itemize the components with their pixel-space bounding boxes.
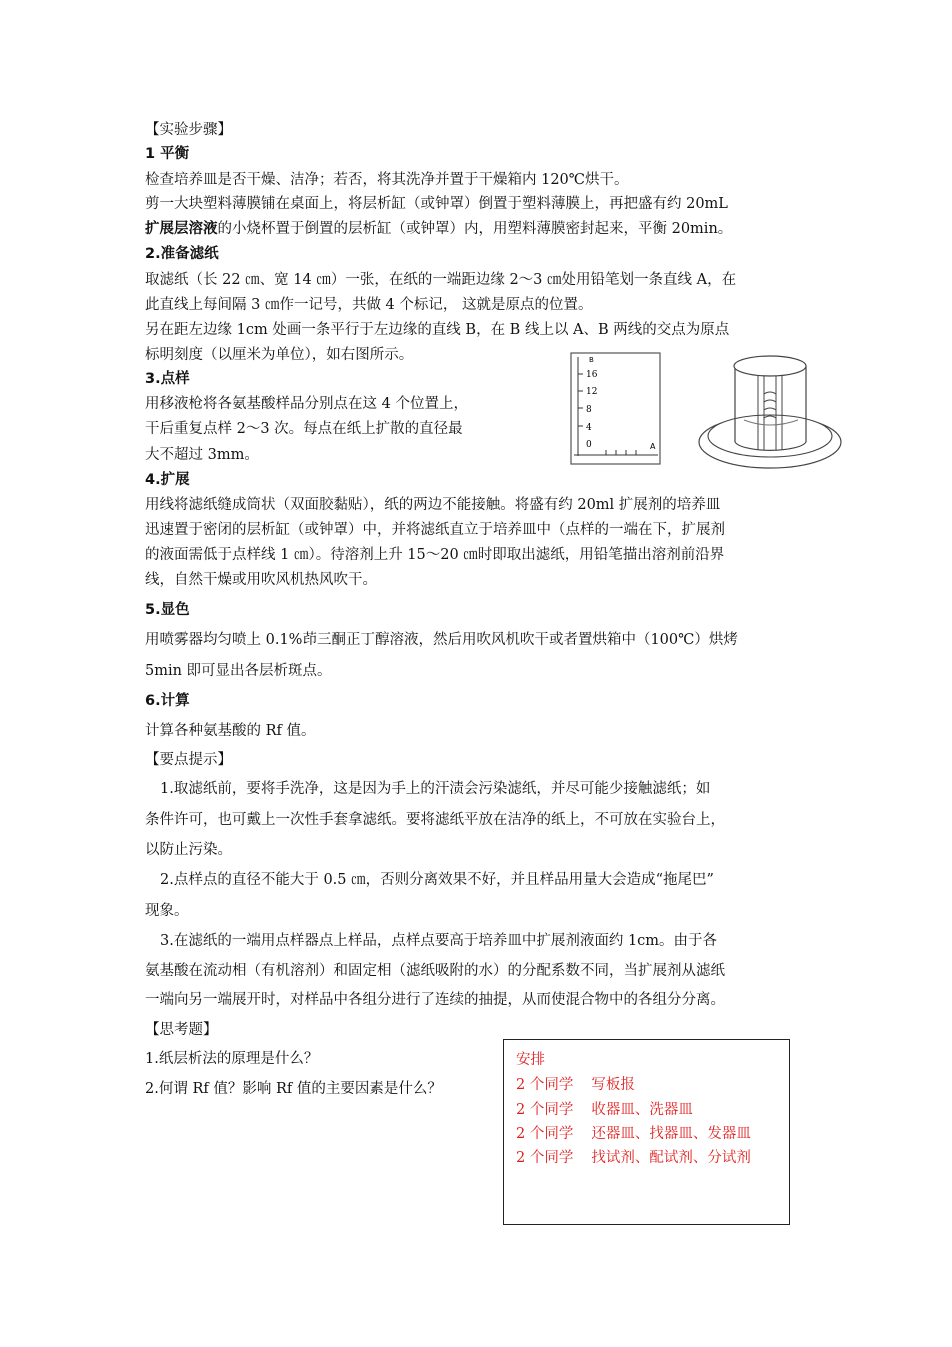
step4-line4: 线，自然干燥或用吹风机热风吹干。: [145, 572, 377, 588]
arrangement-task: 收器皿、洗器皿: [591, 1102, 693, 1118]
step3-line3: 大不超过 3mm。: [145, 447, 259, 463]
step2-line2: 此直线上每间隔 3 ㎝作一记号，共做 4 个标记， 这就是原点的位置。: [145, 297, 593, 313]
arrangement-row: [516, 1148, 751, 1168]
arrangement-row: [516, 1124, 751, 1144]
arrangement-task: 写板报: [591, 1077, 635, 1093]
tip1-line3: 以防止污染。: [145, 842, 232, 858]
tip1-line1: 1.取滤纸前，要将手洗净，这是因为手上的汗渍会污染滤纸，并尽可能少接触滤纸；如: [160, 781, 711, 797]
arrangement-title: 安排: [516, 1052, 545, 1068]
tick-16: 16: [586, 370, 598, 380]
tip1-line2: 条件许可，也可戴上一次性手套拿滤纸。要将滤纸平放在洁净的纸上，不可放在实验台上，: [145, 812, 725, 828]
arrangement-task: 还器皿、找器皿、发器皿: [591, 1126, 751, 1142]
arrangement-who: 2 个同学: [516, 1102, 574, 1118]
line-a-label: A: [650, 442, 656, 451]
step1-line3-rest: 的小烧杯置于倒置的层析缸（或钟罩）内，用塑料薄膜密封起来，平衡 20min。: [217, 221, 733, 237]
tip3-line3: 一端向另一端展开时，对样品中各组分进行了连续的抽提，从而使混合物中的各组分分离。: [145, 992, 725, 1008]
step6-line1: 计算各种氨基酸的 Rf 值。: [145, 723, 316, 739]
step2-line3: 另在距左边缘 1cm 处画一条平行于左边缘的直线 B，在 B 线上以 A、B 两线的交点为原点: [145, 322, 730, 338]
arrangement-row: [516, 1100, 693, 1120]
tick-0: 0: [586, 440, 592, 450]
step1-line2: 剪一大块塑料薄膜铺在桌面上，将层析缸（或钟罩）倒置于塑料薄膜上，再把盛有约 20mL: [145, 196, 728, 212]
questions-header: 【思考题】: [145, 1022, 218, 1038]
tip2-line2: 现象。: [145, 903, 189, 919]
step5-line2: 5min 即可显出各层析斑点。: [145, 663, 332, 679]
tick-8: 8: [586, 405, 592, 415]
tick-12: 12: [586, 387, 598, 397]
arrangement-who: 2 个同学: [516, 1150, 574, 1166]
step3-line1: 用移液枪将各氨基酸样品分别点在这 4 个位置上，: [145, 396, 468, 412]
step4-title: 4.扩展: [145, 472, 190, 488]
question-2: 2.何谓 Rf 值？影响 Rf 值的主要因素是什么？: [145, 1081, 442, 1097]
arrangement-row: [516, 1075, 635, 1095]
step5-line1: 用喷雾器均匀喷上 0.1%茚三酮正丁醇溶液，然后用吹风机吹干或者置烘箱中（100℃）烘烤: [145, 632, 738, 648]
question-1: 1.纸层析法的原理是什么？: [145, 1051, 319, 1067]
tip3-line2: 氨基酸在流动相（有机溶剂）和固定相（滤纸吸附的水）的分配系数不同，当扩展剂从滤纸: [145, 963, 725, 979]
step1-line3: [145, 219, 732, 239]
steps-header: 【实验步骤】: [145, 122, 232, 138]
tip3-line1: 3.在滤纸的一端用点样器点上样品，点样点要高于培养皿中扩展剂液面约 1cm。由于各: [160, 933, 718, 949]
step5-title: 5.显色: [145, 602, 190, 618]
petri-dish-cylinder-figure: [698, 350, 848, 478]
step2-line4: 标明刻度（以厘米为单位），如右图所示。: [145, 347, 414, 363]
line-b-label: B: [589, 356, 594, 364]
filter-paper-figure: [570, 352, 662, 466]
arrangement-who: 2 个同学: [516, 1126, 574, 1142]
step1-title: 1 平衡: [145, 146, 190, 162]
arrangement-who: 2 个同学: [516, 1077, 574, 1093]
tick-4: 4: [586, 423, 592, 433]
tips-header: 【要点提示】: [145, 752, 232, 768]
step1-line1: 检查培养皿是否干燥、洁净；若否，将其洗净并置于干燥箱内 120℃烘干。: [145, 172, 629, 188]
step3-line2: 干后重复点样 2～3 次。每点在纸上扩散的直径最: [145, 421, 463, 437]
bold-term: 扩展层溶液: [145, 220, 218, 237]
step2-title: 2.准备滤纸: [145, 246, 219, 262]
step2-line1: 取滤纸（长 22 ㎝、宽 14 ㎝）一张，在纸的一端距边缘 2～3 ㎝处用铅笔划一条直线 A，在: [145, 272, 737, 288]
tip2-line1: 2.点样点的直径不能大于 0.5 ㎝，否则分离效果不好，并且样品用量大会造成“拖尾巴”: [160, 872, 714, 888]
arrangement-task: 找试剂、配试剂、分试剂: [591, 1150, 751, 1166]
step6-title: 6.计算: [145, 693, 190, 709]
arrangement-box: [503, 1039, 790, 1225]
step3-title: 3.点样: [145, 371, 190, 387]
step4-line3: 的液面需低于点样线 1 ㎝）。待溶剂上升 15～20 ㎝时即取出滤纸，用铅笔描出溶剂前沿界: [145, 547, 725, 563]
step4-line2: 迅速置于密闭的层析缸（或钟罩）中，并将滤纸直立于培养皿中（点样的一端在下，扩展剂: [145, 522, 725, 538]
step4-line1: 用线将滤纸缝成筒状（双面胶黏贴），纸的两边不能接触。将盛有约 20ml 扩展剂的培养皿: [145, 497, 721, 513]
